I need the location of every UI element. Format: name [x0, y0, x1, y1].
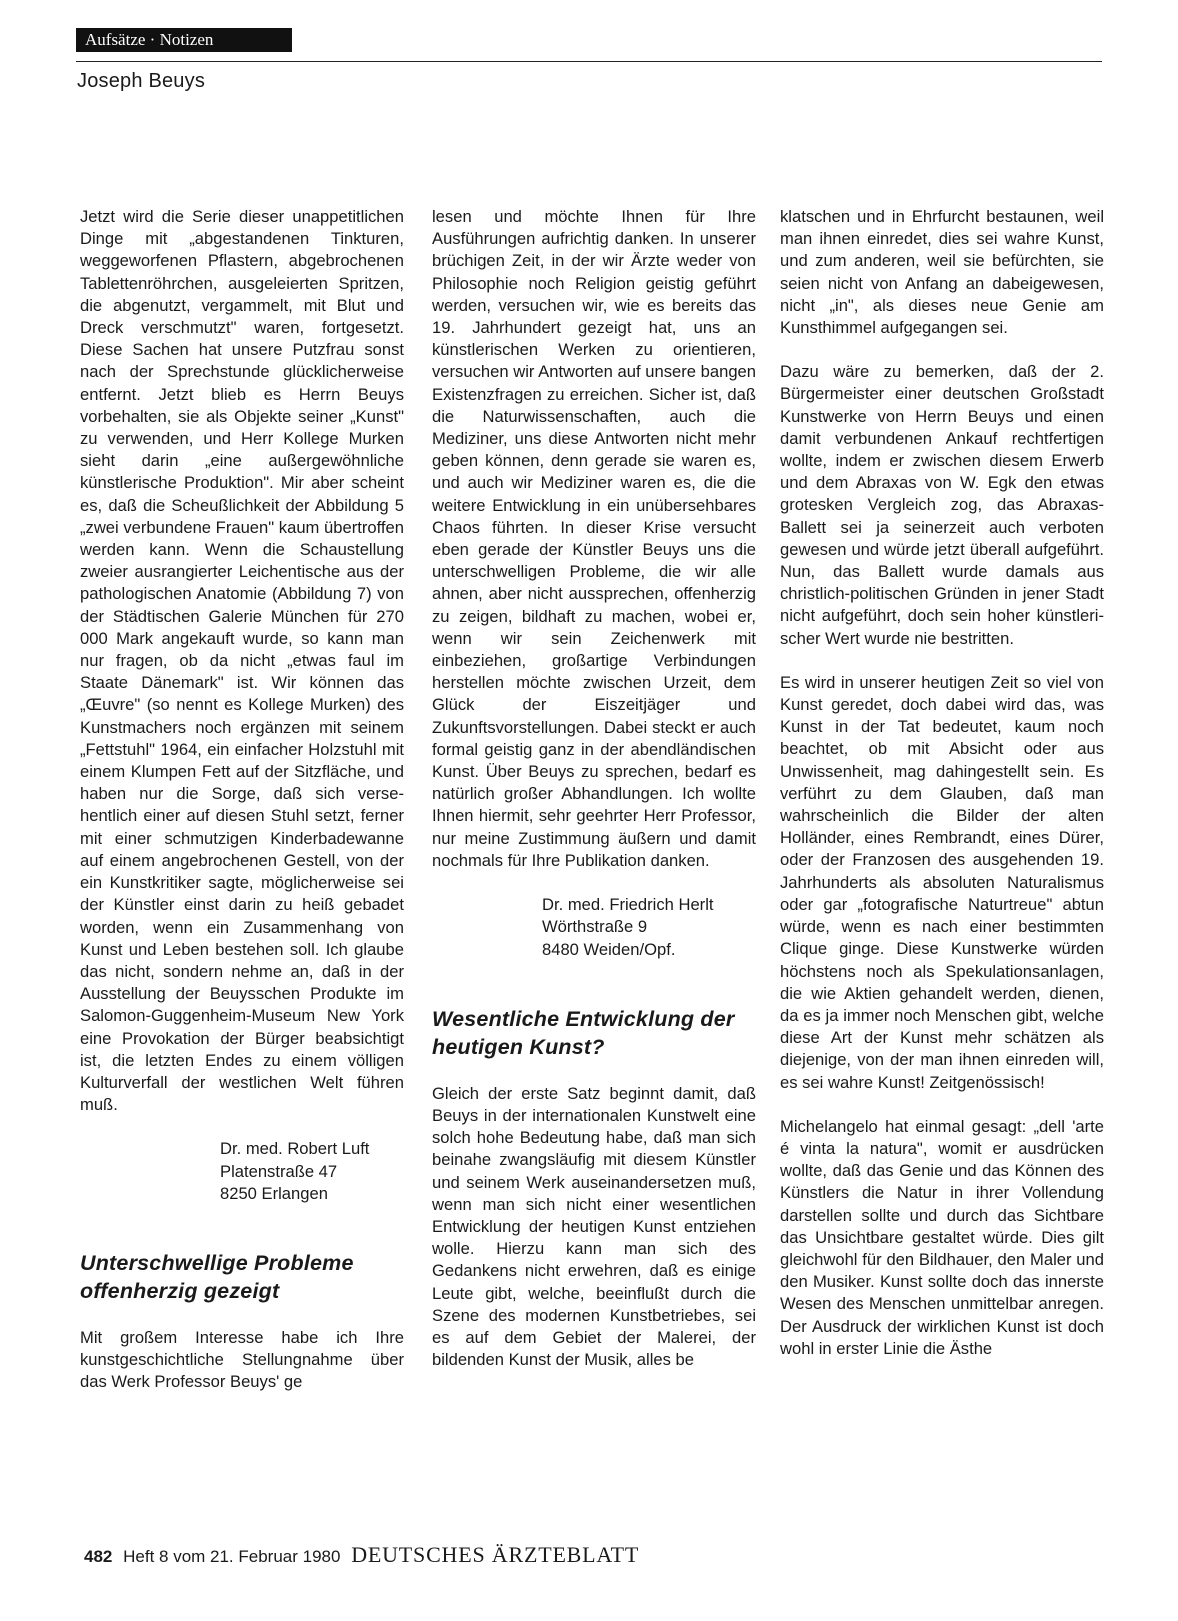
header-rule	[76, 61, 1102, 62]
letter-paragraph: Michelangelo hat einmal gesagt: „dell 'arte é vinta la natura", womit er ausdrücken wollte, daß das Genie und das Können des Künstlers die Natur in ihrer Vollendung darstellen sollte und durch das Sichtbare das Unsichtbare gestaltet würde. Dies gilt gleichwohl für den Bildhauer, den Maler und den Musiker. Kunst sollte doch das innerste Wesen des Menschen unmittelbar anregen. Der Ausdruck der wirklichen Kunst ist doch wohl in erster Linie die Ästhe	[780, 1116, 1104, 1358]
signature-name: Dr. med. Friedrich Herlt	[542, 895, 714, 915]
signature-city: 8480 Weiden/Opf.	[542, 939, 676, 959]
signature-street: Wörthstraße 9	[542, 917, 648, 937]
letter-paragraph: Jetzt wird die Serie dieser unappetitlichen Dinge mit „abgestandenen Tinkturen, weggeworfenen Pflastern, abgebrochenen Tablettenröhrchen, ausgeleierten Spritzen, die abgenutzt, vergammelt, mit Blut und Dreck verschmutzt" waren, fortgesetzt. Diese Sachen hat unsere Putzfrau sonst nach der Sprechstunde glücklicherweise entfernt. Jetzt blieb es Herrn Beuys vorbehalten, sie als Objekte seiner „Kunst" zu verwenden, und Herr Kollege Murken sieht darin „eine außergewöhnliche künstlerische Produktion". Mir aber scheint es, daß die Scheußlichkeit der Abbildung 5 „zwei verbundene Frauen" kaum übertroffen werden kann. Wenn die Schaustellung zweier ausrangierter Leichentische aus der pathologischen Anatomie (Abbildung 7) von der Städtischen Galerie München für 270 000 Mark angekauft wurde, so kann man nur fragen, ob da nicht „etwas faul im Staate Dänemark" ist. Wir können das „Œuvre" (so nennt es Kollege Murken) des Kunstmachers noch ergänzen mit seinem „Fettstuhl" 1964, ein einfacher Holzstuhl mit einem Klumpen Fett auf der Sitzfläche, und haben nur die Sorge, daß sich versehentlich einer auf diesen Stuhl setzt, ferner mit einer schmutzigen Kinderbadewanne auf einem angebrochenen Gestell, von der ein Kunstkritiker sagte, möglicherweise sei der Künstler einst darin zu heiß gebadet worden, wenn ein Zusammenhang von Kunst und Leben bestehen soll. Ich glaube das nicht, sondern nehme an, daß in der Ausstellung der Beuysschen Produkte im Salomon-Guggenheim-Museum New York eine Provokation der Bürger beabsichtigt ist, die letzten Endes zu einem völligen Kulturverfall der westlichen Welt führen muß.	[80, 207, 404, 1115]
letter-heading: Wesentliche Entwicklung der heutigen Kunst?	[432, 1006, 735, 1059]
page-number: 482	[84, 1547, 113, 1566]
section-label: Aufsätze · Notizen	[76, 28, 292, 52]
running-head-author: Joseph Beuys	[77, 70, 206, 92]
journal-name: DEUTSCHES ÄRZTEBLATT	[351, 1542, 640, 1567]
column-2	[432, 206, 756, 1371]
letter-paragraph: Mit großem Interesse habe ich Ihre kunstgeschichtliche Stellungnahme über das Werk Professor Beuys' ge	[80, 1327, 404, 1392]
letter-signature	[80, 1138, 404, 1205]
letter-paragraph: lesen und möchte Ihnen für Ihre Ausführungen aufrichtig danken. In unserer brüchigen Zeit, in der wir Ärzte weder von Philosophie noch Religion geistig geführt werden, versuchen wir, wie es bereits das 19. Jahrhundert gezeigt hat, uns an künstlerischen Werken zu orientieren, versuchen wir Antworten auf unsere bangen Existenzfragen zu erreichen. Sicher ist, daß die Naturwissenschaften, auch die Mediziner, uns diese Antworten nicht mehr geben können, denn gerade sie waren es, und auch wir Mediziner waren es, die die weitere Entwicklung in ein unübersehbares Chaos führten. In dieser Krise versucht eben gerade der Künstler Beuys uns die unterschwelligen Probleme, die wir alle ahnen, aber nicht aussprechen, offenherzig zu zeigen, bildhaft zu machen, wobei er, wenn wir sein Zeichenwerk mit einbeziehen, großartige Verbindungen herstellen möchte zwischen Urzeit, dem Glück der Eiszeitjäger und Zukunftsvorstellungen. Dabei steckt er auch formal geistig ganz in der abendländischen Kunst. Über Beuys zu sprechen, bedarf es natürlich großer Abhandlungen. Ich wollte Ihnen hiermit, sehr geehrter Herr Professor, nur meine Zustimmung äußern und damit nochmals für Ihre Publikation danken.	[432, 207, 756, 870]
column-1	[80, 206, 404, 1394]
signature-city: 8250 Erlangen	[220, 1183, 328, 1203]
page-footer	[84, 1542, 639, 1568]
letter-paragraph: klatschen und in Ehrfurcht bestaunen, weil man ihnen einredet, dies sei wahre Kunst, und zum anderen, weil sie befürchten, sie seien nicht von Anfang an dabeigewesen, nicht „in", als dieses neue Genie am Kunsthimmel aufgegangen sei.	[780, 207, 1104, 338]
issue-info: Heft 8 vom 21. Februar 1980	[123, 1547, 341, 1566]
signature-name: Dr. med. Robert Luft	[220, 1139, 370, 1159]
letter-paragraph: Gleich der erste Satz beginnt damit, daß Beuys in der internationalen Kunstwelt eine solch hohe Bedeutung habe, daß man sich beinahe zwangsläufig mit diesem Künstler und seinem Werk auseinandersetzen muß, wenn man sich nicht einer wesentlichen Entwicklung der heutigen Kunst entziehen wolle. Hierzu kann man sich des Gedankens nicht erwehren, daß es einige Leute gibt, welche, beeinflußt durch die Szene des modernen Kunstbetriebes, sei es auf dem Gebiet der Malerei, der bildenden Kunst der Musik, alles be	[432, 1083, 756, 1370]
column-3	[780, 206, 1104, 1360]
letter-paragraph: Es wird in unserer heutigen Zeit so viel von Kunst geredet, doch dabei wird das, was Kunst in der Tat bedeutet, kaum noch beachtet, ob mit Absicht oder aus Unwissenheit, mag dahingestellt sein. Es verführt zu dem Glauben, daß man wahrscheinlich die Bilder der alten Holländer, eines Rembrandt, eines Dürer, oder der Franzosen des ausgehenden 19. Jahrhunderts als absoluten Naturalismus oder gar „fotografische Naturtreue" abtun würde, wenn es nach einer bestimmten Clique ginge. Diese Kunstwerke würden höchstens noch als Spekulationsanlagen, die wie Aktien gehandelt werden, dienen, da es ja immer noch Menschen gibt, welche diese Art der Kunst mehr schätzen als diejenige, von der man ihnen einreden will, es sei wahre Kunst! Zeitgenössisch!	[780, 672, 1104, 1092]
letter-paragraph: Dazu wäre zu bemerken, daß der 2. Bürgermeister einer deutschen Großstadt Kunstwerke von Herrn Beuys und einen damit verbundenen Ankauf rechtfertigen wollte, indem er zwischen diesem Erwerb und dem Abraxas von W. Egk den etwas grotesken Vergleich zog, das Abraxas-Ballett sei ja seinerzeit auch verboten gewesen und würde jetzt überall aufgeführt. Nun, das Ballett wurde damals aus christlich-politischen Gründen in jener Stadt nicht aufgeführt, doch sein hoher künstlerischer Wert wurde nie bestritten.	[780, 362, 1104, 648]
signature-street: Platenstraße 47	[220, 1161, 338, 1181]
letter-heading: Unterschwellige Probleme offenherzig gezeigt	[80, 1250, 354, 1303]
letter-signature	[432, 894, 756, 961]
